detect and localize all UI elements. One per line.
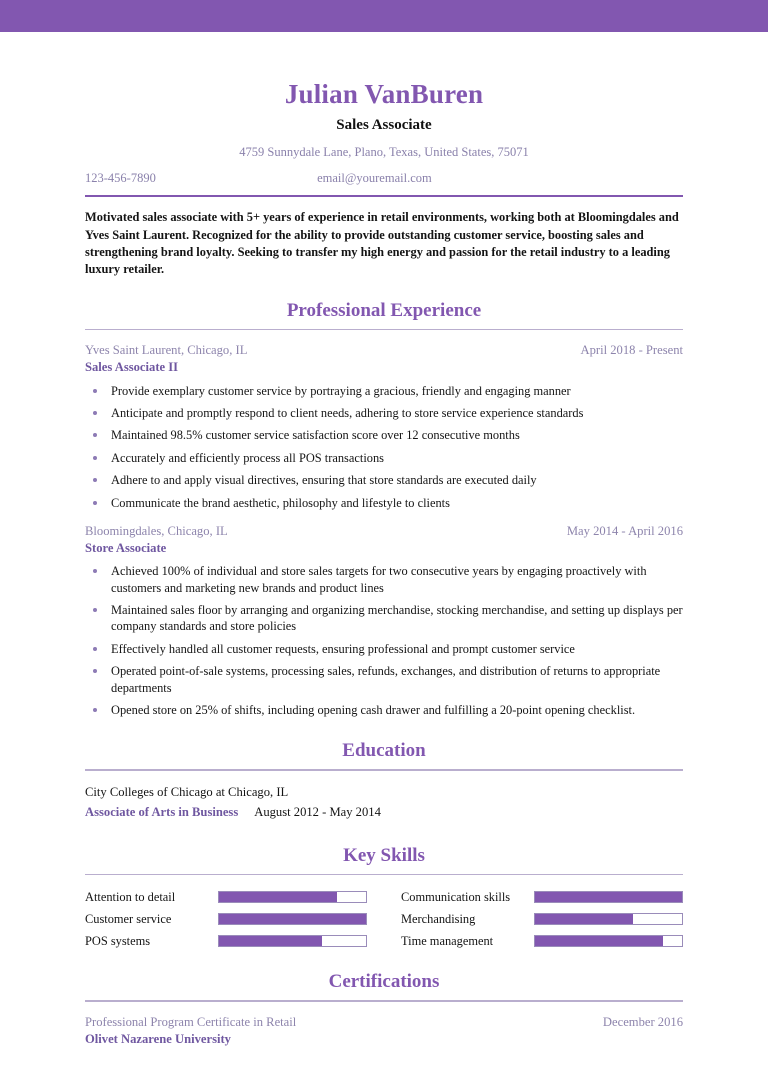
section-title-education: Education [342,740,426,762]
accent-top-bar [0,0,768,32]
skill-level-bar [218,935,367,947]
certification-entry [85,1015,683,1047]
skill-label: Customer service [85,912,172,927]
professional-summary: Motivated sales associate with 5+ years of experience in retail environments, working both at Bloomingdales and Yves Saint Laurent. Recognized for the ability to provide outstanding customer service, boosting sales and strengthening brand loyalty. Seeking to transfer my high energy and passion for the retail industry to a leading luxury retailer. [85,210,679,276]
list-item: Adhere to and apply visual directives, ensuring that store standards are executed daily [85,472,683,488]
skill-level-bar [534,913,683,925]
section-education [85,740,683,822]
section-certifications [85,971,683,1047]
experience-dates: May 2014 - April 2016 [566,523,683,538]
section-title-skills: Key Skills [343,844,425,866]
education-degree-row [85,802,683,823]
skill-row [85,933,367,949]
candidate-address: 4759 Sunnydale Lane, Plano, Texas, United States, 75071 [239,144,529,159]
experience-entry [85,343,683,511]
skill-level-bar [218,891,367,903]
candidate-name: Julian VanBuren [284,79,484,109]
experience-organization: Bloomingdales, Chicago, IL [85,523,228,538]
skills-grid [85,889,683,949]
list-item: Accurately and efficiently process all POS transactions [85,450,683,466]
section-key-skills [85,845,683,950]
experience-entry-header [85,343,683,359]
skill-level-fill [535,892,682,902]
skill-level-bar [534,891,683,903]
skill-row [85,889,367,905]
experience-entry [85,524,683,718]
list-item: Opened store on 25% of shifts, including opening cash drawer and fulfilling a 20-point opening checklist. [85,702,683,718]
list-item: Communicate the brand aesthetic, philosophy and lifestyle to clients [85,495,683,511]
section-divider-skills [85,874,683,876]
header-divider [85,195,683,198]
certification-name: Professional Program Certificate in Retail [85,1014,297,1029]
experience-entry-header [85,524,683,540]
skill-level-fill [219,936,322,946]
skill-label: Attention to detail [85,890,176,905]
resume-header [85,32,683,197]
skill-label: POS systems [85,934,151,949]
experience-bullet-list [85,563,683,718]
list-item: Anticipate and promptly respond to client needs, adhering to store service experience standards [85,405,683,421]
skill-row [401,889,683,905]
skill-level-fill [535,914,633,924]
education-entry [85,784,683,823]
skill-level-bar [218,913,367,925]
skill-level-fill [219,892,337,902]
section-divider-experience [85,329,683,331]
section-title-certifications: Certifications [328,971,440,993]
skill-row [401,911,683,927]
candidate-job-title: Sales Associate [336,116,432,133]
candidate-email[interactable]: email@youremail.com [317,170,432,185]
skill-level-bar [534,935,683,947]
list-item: Operated point-of-sale systems, processing sales, refunds, exchanges, and distribution of returns to appropriate departments [85,663,683,696]
contact-row [85,171,683,186]
experience-role: Store Associate [85,540,167,555]
certification-organization: Olivet Nazarene University [85,1031,231,1046]
experience-dates: April 2018 - Present [580,343,683,358]
section-professional-experience [85,300,683,718]
skill-label: Merchandising [401,912,476,927]
experience-role: Sales Associate II [85,359,179,374]
skill-label: Communication skills [401,890,511,905]
skill-level-fill [219,914,366,924]
list-item: Provide exemplary customer service by portraying a gracious, friendly and engaging manner [85,383,683,399]
section-divider-certifications [85,1000,683,1002]
list-item: Maintained sales floor by arranging and organizing merchandise, stocking merchandise, and setting up displays per company standards and store policies [85,602,683,635]
section-divider-education [85,769,683,771]
education-school: City Colleges of Chicago at Chicago, IL [85,784,289,799]
skill-row [401,933,683,949]
resume-content [0,32,768,1047]
education-dates: August 2012 - May 2014 [254,805,381,820]
certification-entry-header [85,1015,683,1031]
list-item: Maintained 98.5% customer service satisfaction score over 12 consecutive months [85,427,683,443]
skill-level-fill [535,936,663,946]
candidate-phone[interactable]: 123-456-7890 [85,170,156,185]
experience-organization: Yves Saint Laurent, Chicago, IL [85,343,248,358]
skill-row [85,911,367,927]
certification-date: December 2016 [602,1014,683,1029]
section-title-experience: Professional Experience [286,299,482,321]
list-item: Achieved 100% of individual and store sales targets for two consecutive years by engaging proactively with customers and marketing new brands and product lines [85,563,683,596]
experience-bullet-list [85,383,683,511]
list-item: Effectively handled all customer requests, ensuring professional and prompt customer service [85,641,683,657]
education-degree: Associate of Arts in Business [85,805,239,820]
skill-label: Time management [401,934,494,949]
